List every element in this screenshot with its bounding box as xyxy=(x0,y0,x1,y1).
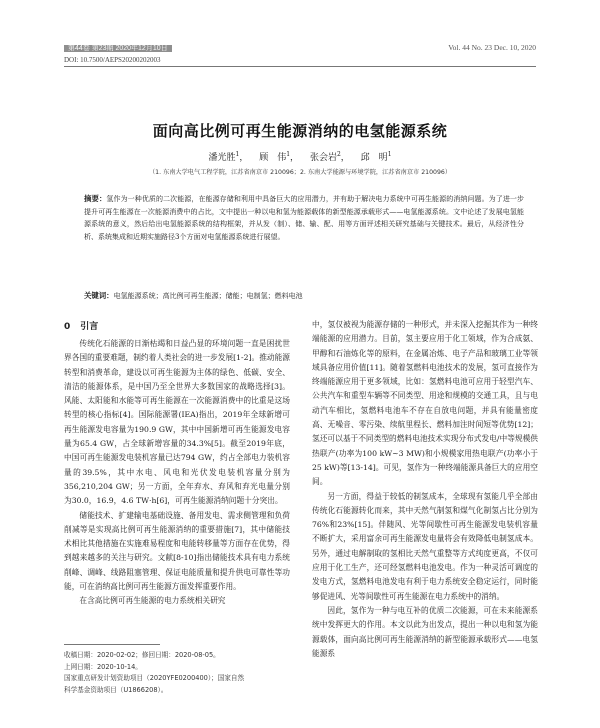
section-number: 0 xyxy=(64,322,71,332)
volume-issue-label: 第44卷 第23期 2020年12月10日 xyxy=(64,45,172,52)
paragraph: 中，氢仅被视为能源存储的一种形式，并未深入挖掘其作为一种终端能源的应用潜力。目前，氢主要应用于化工领域，作为合成氨、甲醇和石油炼化等的原料，在金属冶炼、电子产品和玻璃工业等领域具备应用价值[11]。随着氢燃料电池技术的发展，氢可直接作为终端能源应用于更多领域，比如：氢燃料电池可应用于轻型汽车、公共汽车和重型车辆等不同类型、用途和规模的交通工具，且与电动汽车相比，氢燃料电池车不存在自放电问题，并具有能量密度高、无噪音、零污染、续航里程长、燃料加注时间短等优势[12]；氢还可以基于不同类型的燃料电池技术实现分布式发电/中等规模供热联产(功率为100 kW~3 MW)和小规模家用热电联产(功率小于25 kW)等[13-14]。可见，氢作为一种终端能源具备巨大的应用空间。 xyxy=(312,320,538,487)
running-header-right: Vol. 44 No. 23 Dec. 10, 2020 xyxy=(448,43,536,52)
abstract-label: 摘要： xyxy=(84,194,107,203)
paper-title: 面向高比例可再生能源消纳的电氢能源系统 xyxy=(152,122,448,140)
header-rule xyxy=(64,66,536,67)
body-column-right xyxy=(312,318,538,661)
author-list xyxy=(0,150,600,163)
keywords xyxy=(84,290,524,301)
paragraph: 储能技术、扩建输电基础设施、备用发电、需求侧管理和负荷削减等是实现高比例可再生能源消纳的重要措施[7]，其中储能技术相比其他措施在实施难易程度和电能转移量等方面存在优势，得到越来越多的关注与研究。文献[8-10]指出储能技术具有电力系统削峰、调峰、线路阻塞管理、保证电能质量和提升供电可靠性等功能，可在消纳高比例可再生能源方面发挥重要作用。 xyxy=(64,510,290,592)
footnotes xyxy=(64,650,304,696)
abstract-text: 氢作为一种优质的二次能源，在能源存储和利用中具备巨大的应用潜力，并有助于解决电力系统中可再生能源的消纳问题。为了进一步提升可再生能源在一次能源消费中的占比，文中提出一种以电和氢为能源载体的新型能源承载形式——电氢能源系统。文中论述了发展电氢能源系统的意义，然后给出电氢能源系统的结构框架，并从发（制）、储、输、配、用等方面评述相关研究基础与关键技术。最后，从经济性分析、系统集成和近期实施路径3个方面对电氢能源系统进行展望。 xyxy=(84,195,524,241)
footnote-line: 国家重点研发计划资助项目（2020YFE0200400）；国家自然 xyxy=(64,674,245,682)
paragraph: 传统化石能源的日渐枯竭和日益凸显的环境问题一直是困扰世界各国的重要难题，制约着人类社会的进一步发展[1-2]。推动能源转型和消费革命，建设以可再生能源为主体的绿色、低碳、安全、清洁的能源体系，是中国乃至全世界大多数国家的战略选择[3]。风能、太阳能和水能等可再生能源在一次能源消费中的比重是这场转型的核心指标[4]。国际能源署(IEA)指出，2019年全球新增可再生能源发电容量为190.9 GW，其中中国新增可再生能源发电容量为65.4 GW，占全球新增容量的34.3%[5]。截至2019年底，中国可再生能源发电装机容量已达794 GW，约占全部电力装机容量的39.5%，其中水电、风电和光伏发电装机容量分别为356,210,204 GW；另一方面，全年弃水、弃风和弃光电量分别为30.0，16.9，4.6 TW·h[6]，可再生能源消纳问题十分突出。 xyxy=(64,339,290,506)
footnote-rule xyxy=(64,644,160,645)
author: 张会岩$^2$， xyxy=(309,151,350,163)
paragraph: 在含高比例可再生能源的电力系统相关研究 xyxy=(79,596,226,606)
affiliations: （1. 东南大学电气工程学院，江苏省南京市 210096；2. 东南大学能源与环境学院，江苏省南京市 210096） xyxy=(148,169,452,176)
keywords-label: 关键词： xyxy=(84,291,114,300)
section-heading xyxy=(64,319,98,332)
section-title: 引言 xyxy=(80,322,99,332)
paragraph: 因此，氢作为一种与电互补的优质二次能源，可在未来能源系统中发挥更大的作用。本文以此为出发点，提出一种以电和氢为能源载体，面向高比例可再生能源消纳的新型能源承载形式——电氢能源系 xyxy=(312,605,538,658)
doi-line: DOI: 10.7500/AEPS20200202003 xyxy=(64,56,161,64)
abstract xyxy=(84,193,524,243)
body-column-left xyxy=(64,337,290,609)
footnote-line: 收稿日期：2020-02-02；修回日期：2020-08-05。 xyxy=(64,651,220,659)
footnote-line: 上网日期：2020-10-14。 xyxy=(64,662,142,671)
footnote-line: 科学基金资助项目（U1866208）。 xyxy=(64,685,168,694)
running-header-left xyxy=(64,43,172,53)
keywords-text: 电氢能源系统；高比例可再生能源；储能；电制氢；燃料电池 xyxy=(113,292,303,300)
author: 顾 伟$^1$， xyxy=(259,151,300,163)
paragraph: 另一方面，得益于较低的制氢成本，全球现有氢能几乎全部由传统化石能源转化而来，其中天然气制氢和煤气化制氢占比分别为76%和23%[15]。伴随风、光等间歇性可再生能源发电装机容量不断扩大，采用富余可再生能源发电量将会有效降低电制氢成本。另外，通过电解制取的氢相比天然气重整等方式纯度更高，不仅可应用于化工生产，还可经氢燃料电池发电。作为一种灵活可调度的发电方式，氢燃料电池发电有利于电力系统安全稳定运行，同时能够促进风、光等间歇性可再生能源在电力系统中的消纳。 xyxy=(312,491,538,601)
author: 潘光胜$^1$， xyxy=(208,151,249,163)
author: 邱 明$^1$ xyxy=(360,151,392,163)
